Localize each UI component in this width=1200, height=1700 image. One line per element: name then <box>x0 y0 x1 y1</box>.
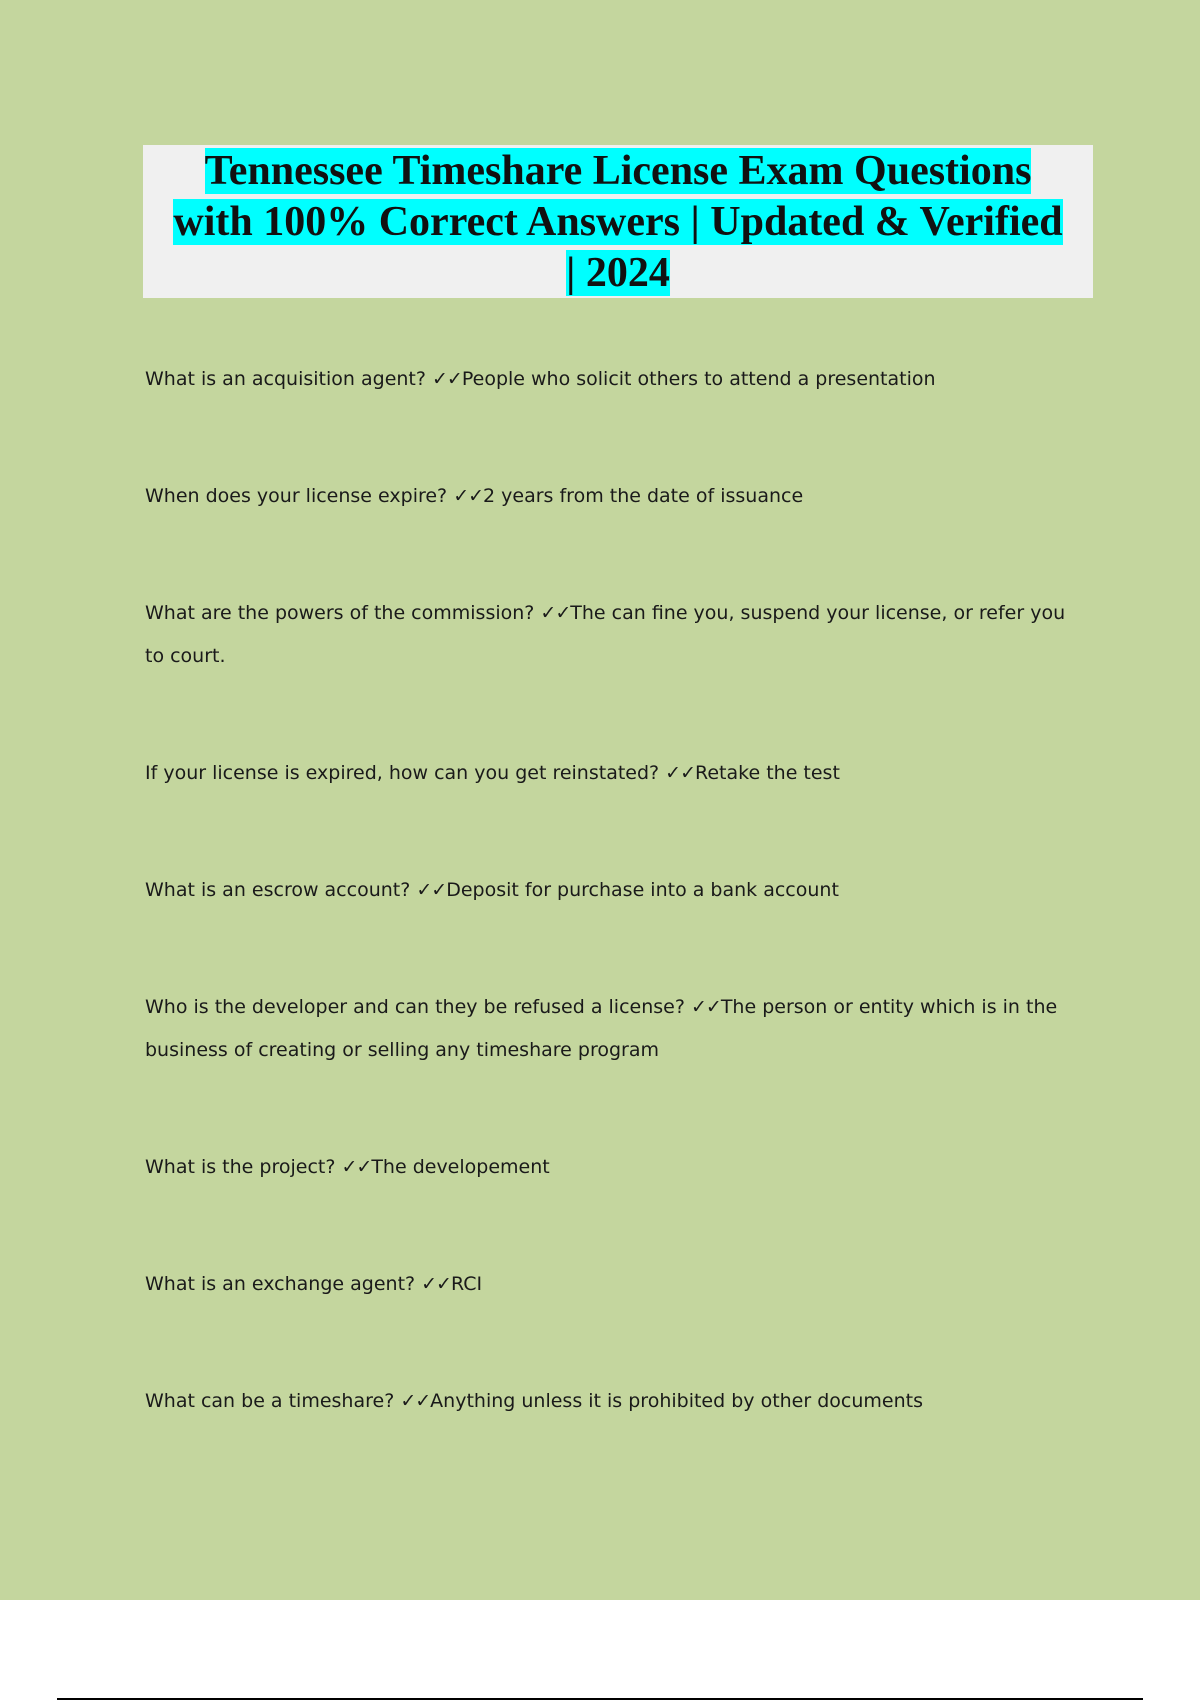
question-text: Who is the developer and can they be refused a license? <box>145 996 691 1018</box>
qa-item <box>145 752 1075 795</box>
question-text: What is the project? <box>145 1156 342 1178</box>
title-line-3: | 2024 <box>566 250 670 296</box>
check-icon: ✓✓ <box>453 485 484 507</box>
check-icon: ✓✓ <box>665 762 696 784</box>
qa-item <box>145 1263 1075 1306</box>
answer-text: The can fine you, suspend your license, or refer you to court. <box>145 602 1066 667</box>
question-text: What can be a timeshare? <box>145 1390 401 1412</box>
answer-text: Retake the test <box>695 762 840 784</box>
answer-text: The developement <box>371 1156 550 1178</box>
question-text: What is an escrow account? <box>145 879 417 901</box>
question-text: What is an acquisition agent? <box>145 368 432 390</box>
question-text: What is an exchange agent? <box>145 1273 422 1295</box>
check-icon: ✓✓ <box>341 1156 372 1178</box>
answer-text: People who solicit others to attend a presentation <box>461 368 936 390</box>
title-line-1: Tennessee Timeshare License Exam Questions <box>204 148 1032 194</box>
answer-text: Anything unless it is prohibited by other documents <box>430 1390 923 1412</box>
check-icon: ✓✓ <box>432 368 462 390</box>
check-icon: ✓✓ <box>690 996 721 1018</box>
check-icon: ✓✓ <box>540 602 571 624</box>
question-text: If your license is expired, how can you get reinstated? <box>145 762 666 784</box>
answer-text: The person or entity which is in the business of creating or selling any timeshare program <box>145 996 1058 1061</box>
answer-text: 2 years from the date of issuance <box>483 485 804 507</box>
check-icon: ✓✓ <box>416 879 447 901</box>
qa-item <box>145 475 1075 518</box>
qa-item <box>145 1380 1075 1423</box>
check-icon: ✓✓ <box>400 1390 431 1412</box>
qa-item <box>145 592 1075 678</box>
answer-text: Deposit for purchase into a bank account <box>446 879 839 901</box>
question-text: What are the powers of the commission? <box>145 602 541 624</box>
question-text: When does your license expire? <box>145 485 454 507</box>
qa-item <box>145 986 1075 1072</box>
qa-item <box>145 869 1075 912</box>
answer-text: RCI <box>450 1273 483 1295</box>
document-title <box>143 145 1093 298</box>
qa-item <box>145 358 1075 401</box>
title-line-2: with 100% Correct Answers | Updated & Verified <box>173 199 1063 245</box>
qa-item <box>145 1146 1075 1189</box>
check-icon: ✓✓ <box>421 1273 451 1295</box>
